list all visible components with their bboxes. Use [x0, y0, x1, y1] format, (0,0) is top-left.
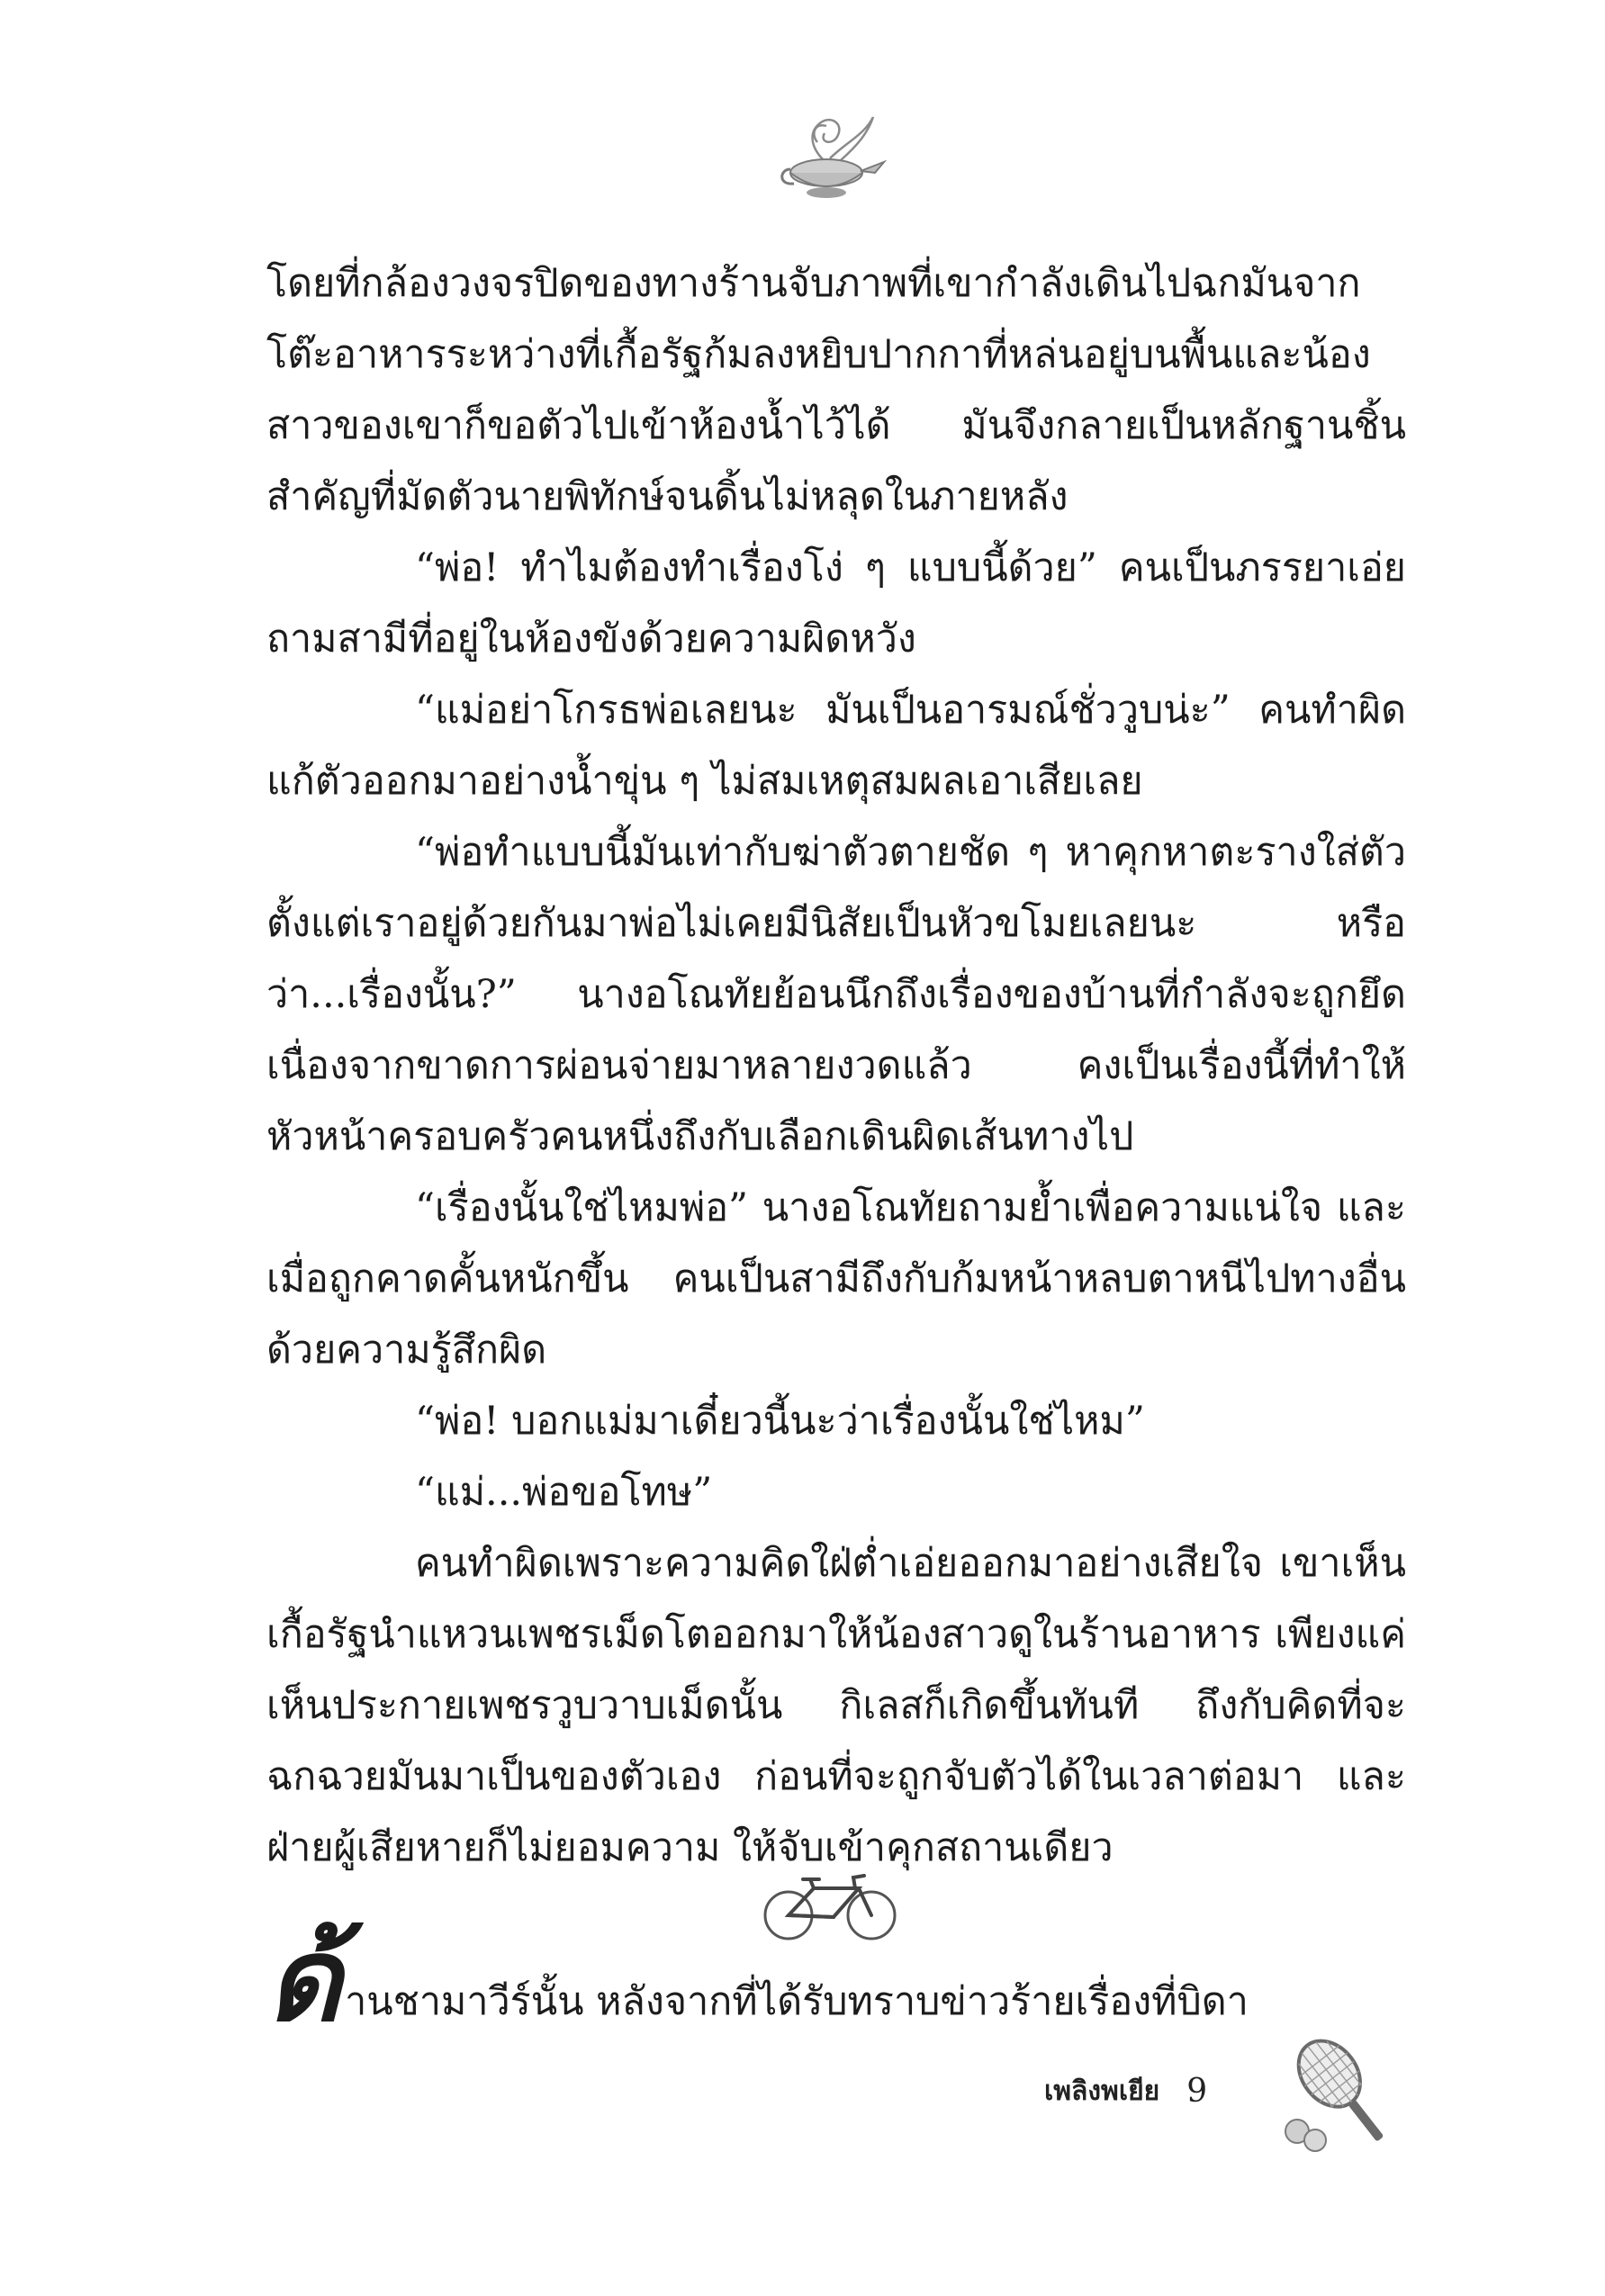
dropcap-paragraph [266, 1913, 1406, 2048]
paragraph-3: “แม่อย่าโกรธพ่อเลยนะ มันเป็นอารมณ์ชั่ววูบน่ะ” คนทำผิดแก้ตัวออกมาอย่างน้ำขุ่น ๆ ไม่สมเหตุสมผลเอาเสียเลย [266, 688, 1406, 804]
running-title: เพลิงพเยีย [1044, 2075, 1160, 2107]
paragraph-8: คนทำผิดเพราะความคิดใฝ่ต่ำเอ่ยออกมาอย่างเสียใจ เขาเห็นเกื้อรัฐนำแหวนเพชรเม็ดโตออกมาให้น้องสาวดูในร้านอาหาร เพียงแค่เห็นประกายเพชรวูบวาบเม็ดนั้น กิเลสก็เกิดขึ้นทันที ถึงกับคิดที่จะฉกฉวยมันมาเป็นของตัวเอง ก่อนที่จะถูกจับตัวได้ในเวลาต่อมา และฝ่ายผู้เสียหายก็ไม่ยอมความ ให้จับเข้าคุกสถานเดียว [266, 1541, 1406, 1870]
paragraph-2: “พ่อ! ทำไมต้องทำเรื่องโง่ ๆ แบบนี้ด้วย” คนเป็นภรรยาเอ่ยถามสามีที่อยู่ในห้องขังด้วยความผิดหวัง [266, 545, 1406, 662]
paragraph-1: โดยที่กล้องวงจรปิดของทางร้านจับภาพที่เขากำลังเดินไปฉกมันจากโต๊ะอาหารระหว่างที่เกื้อรัฐก้มลงหยิบปากกาที่หล่นอยู่บนพื้นและน้องสาวของเขาก็ขอตัวไปเข้าห้องน้ำไว้ได้ มันจึงกลายเป็นหลักฐานชิ้นสำคัญที่มัดตัวนายพิทักษ์จนดิ้นไม่หลุดในภายหลัง [266, 261, 1406, 519]
bicycle-icon [760, 1868, 900, 1942]
dropcap-text: านชามาวีร์นั้น หลังจากที่ได้รับทราบข่าวร้ายเรื่องที่บิดา [345, 1979, 1249, 2024]
genie-lamp-icon [774, 106, 887, 205]
drop-cap: ด้ [266, 1913, 342, 2048]
paragraph-6: “พ่อ! บอกแม่มาเดี๋ยวนี้นะว่าเรื่องนั้นใช่ไหม” [415, 1399, 1145, 1444]
paragraph-5: “เรื่องนั้นใช่ไหมพ่อ” นางอโณทัยถามย้ำเพื่อความแน่ใจ และเมื่อถูกคาดคั้นหนักขึ้น คนเป็นสามีถึงกับก้มหน้าหลบตาหนีไปทางอื่นด้วยความรู้สึกผิด [266, 1185, 1406, 1373]
body-text [266, 248, 1406, 1884]
tennis-racket-icon [1272, 2036, 1407, 2155]
paragraph-7: “แม่...พ่อขอโทษ” [415, 1470, 713, 1515]
page-footer [1044, 2070, 1207, 2112]
page-number: 9 [1186, 2073, 1208, 2110]
paragraph-4: “พ่อทำแบบนี้มันเท่ากับฆ่าตัวตายชัด ๆ หาคุกหาตะรางใส่ตัว ตั้งแต่เราอยู่ด้วยกันมาพ่อไม่เคยมีนิสัยเป็นหัวขโมยเลยนะ หรือว่า...เรื่องนั้น?” นางอโณทัยย้อนนึกถึงเรื่องของบ้านที่กำลังจะถูกยึดเนื่องจากขาดการผ่อนจ่ายมาหลายงวดแล้ว คงเป็นเรื่องนี้ที่ทำให้หัวหน้าครอบครัวคนหนึ่งถึงกับเลือกเดินผิดเส้นทางไป [266, 830, 1406, 1159]
